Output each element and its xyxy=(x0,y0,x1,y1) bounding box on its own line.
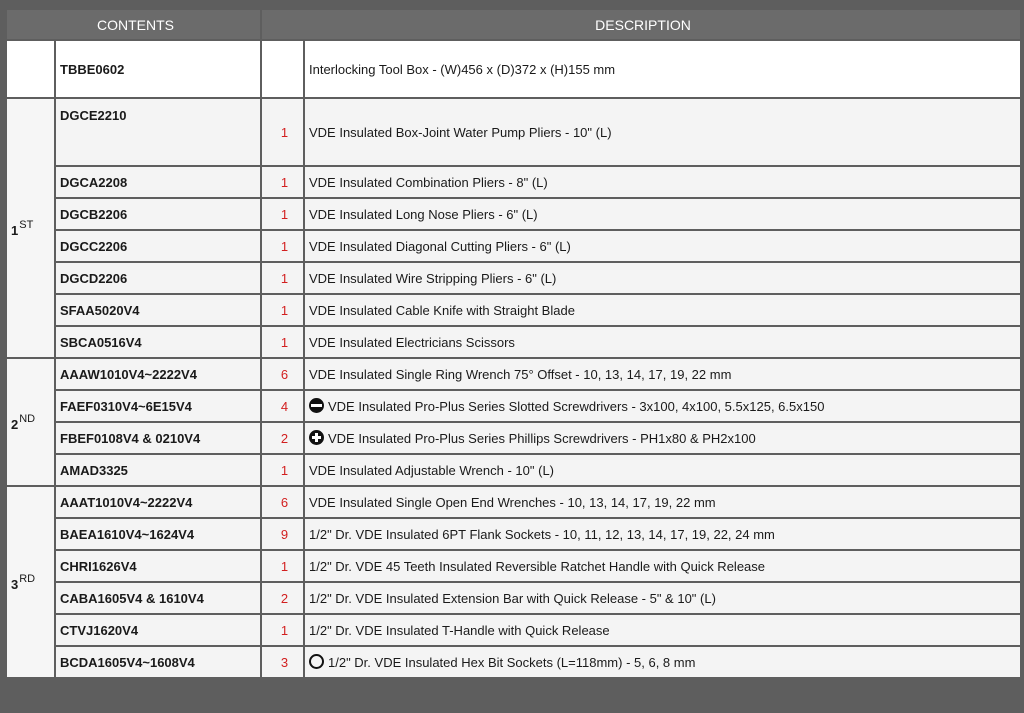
table-row xyxy=(7,423,1020,453)
quantity: 1 xyxy=(262,99,303,165)
hex-bit-icon xyxy=(309,654,324,669)
part-code: BAEA1610V4~1624V4 xyxy=(56,519,260,549)
item-description: 1/2" Dr. VDE Insulated 6PT Flank Sockets - 10, 11, 12, 13, 14, 17, 19, 22, 24 mm xyxy=(305,519,1020,549)
quantity: 1 xyxy=(262,327,303,357)
tier-label-2nd xyxy=(7,359,54,485)
part-code: AMAD3325 xyxy=(56,455,260,485)
quantity: 1 xyxy=(262,199,303,229)
tier-suffix: ND xyxy=(19,412,36,425)
table-row xyxy=(7,327,1020,357)
item-description: 1/2" Dr. VDE 45 Teeth Insulated Reversible Ratchet Handle with Quick Release xyxy=(305,551,1020,581)
item-description: VDE Insulated Combination Pliers - 8" (L) xyxy=(305,167,1020,197)
item-description: VDE Insulated Box-Joint Water Pump Pliers - 10" (L) xyxy=(305,99,1020,165)
part-code: DGCC2206 xyxy=(56,231,260,261)
item-description: Interlocking Tool Box - (W)456 x (D)372 x (H)155 mm xyxy=(305,41,1020,97)
tier-suffix: RD xyxy=(19,572,36,585)
table-row xyxy=(7,487,1020,517)
phillips-screwdriver-icon xyxy=(309,430,324,445)
quantity: 2 xyxy=(262,423,303,453)
tier-number: 2 xyxy=(11,416,19,432)
table-row xyxy=(7,41,1020,97)
table-row xyxy=(7,167,1020,197)
table-row xyxy=(7,295,1020,325)
part-code: TBBE0602 xyxy=(56,41,260,97)
item-description-cell xyxy=(305,647,1020,677)
part-code: FBEF0108V4 & 0210V4 xyxy=(56,423,260,453)
tier-label-3rd xyxy=(7,487,54,677)
quantity: 9 xyxy=(262,519,303,549)
table-row xyxy=(7,263,1020,293)
quantity: 6 xyxy=(262,487,303,517)
quantity: 1 xyxy=(262,295,303,325)
table-row xyxy=(7,583,1020,613)
slotted-screwdriver-icon xyxy=(309,398,324,413)
item-description: VDE Insulated Single Open End Wrenches - 10, 13, 14, 17, 19, 22 mm xyxy=(305,487,1020,517)
contents-header: CONTENTS xyxy=(7,10,260,39)
item-description-cell xyxy=(305,391,1020,421)
item-description: 1/2" Dr. VDE Insulated Hex Bit Sockets (L=118mm) - 5, 6, 8 mm xyxy=(328,655,696,670)
item-description: VDE Insulated Long Nose Pliers - 6" (L) xyxy=(305,199,1020,229)
quantity xyxy=(262,41,303,97)
table-row xyxy=(7,391,1020,421)
quantity: 1 xyxy=(262,551,303,581)
item-description: 1/2" Dr. VDE Insulated T-Handle with Quick Release xyxy=(305,615,1020,645)
part-code: CABA1605V4 & 1610V4 xyxy=(56,583,260,613)
table-row xyxy=(7,615,1020,645)
item-description: VDE Insulated Diagonal Cutting Pliers - 6" (L) xyxy=(305,231,1020,261)
table-row xyxy=(7,99,1020,165)
table-header-row xyxy=(7,10,1020,39)
item-description: VDE Insulated Adjustable Wrench - 10" (L) xyxy=(305,455,1020,485)
item-description: VDE Insulated Electricians Scissors xyxy=(305,327,1020,357)
item-description: 1/2" Dr. VDE Insulated Extension Bar with Quick Release - 5" & 10" (L) xyxy=(305,583,1020,613)
item-description: VDE Insulated Wire Stripping Pliers - 6" (L) xyxy=(305,263,1020,293)
quantity: 2 xyxy=(262,583,303,613)
item-description: VDE Insulated Cable Knife with Straight Blade xyxy=(305,295,1020,325)
tier-number: 3 xyxy=(11,576,19,592)
quantity: 1 xyxy=(262,167,303,197)
tier-empty-cell xyxy=(7,41,54,97)
tier-suffix: ST xyxy=(19,218,34,231)
part-code: BCDA1605V4~1608V4 xyxy=(56,647,260,677)
part-code: DGCB2206 xyxy=(56,199,260,229)
table-row xyxy=(7,647,1020,677)
contents-table xyxy=(5,8,1022,679)
item-description: VDE Insulated Single Ring Wrench 75° Offset - 10, 13, 14, 17, 19, 22 mm xyxy=(305,359,1020,389)
item-description: VDE Insulated Pro-Plus Series Phillips Screwdrivers - PH1x80 & PH2x100 xyxy=(328,431,756,446)
table-row xyxy=(7,519,1020,549)
table-row xyxy=(7,231,1020,261)
part-code: AAAT1010V4~2222V4 xyxy=(56,487,260,517)
item-description: VDE Insulated Pro-Plus Series Slotted Screwdrivers - 3x100, 4x100, 5.5x125, 6.5x150 xyxy=(328,399,825,414)
part-code: AAAW1010V4~2222V4 xyxy=(56,359,260,389)
tier-number: 1 xyxy=(11,222,19,238)
part-code: FAEF0310V4~6E15V4 xyxy=(56,391,260,421)
quantity: 4 xyxy=(262,391,303,421)
tier-label-1st xyxy=(7,99,54,357)
quantity: 1 xyxy=(262,455,303,485)
part-code: DGCA2208 xyxy=(56,167,260,197)
table-row xyxy=(7,199,1020,229)
part-code: SBCA0516V4 xyxy=(56,327,260,357)
quantity: 1 xyxy=(262,231,303,261)
part-code: DGCD2206 xyxy=(56,263,260,293)
table-row xyxy=(7,455,1020,485)
part-code: CTVJ1620V4 xyxy=(56,615,260,645)
table-row xyxy=(7,551,1020,581)
quantity: 3 xyxy=(262,647,303,677)
part-code: DGCE2210 xyxy=(56,99,260,165)
description-header: DESCRIPTION xyxy=(262,10,1020,39)
part-code: SFAA5020V4 xyxy=(56,295,260,325)
quantity: 1 xyxy=(262,263,303,293)
table-row xyxy=(7,359,1020,389)
quantity: 6 xyxy=(262,359,303,389)
item-description-cell xyxy=(305,423,1020,453)
part-code: CHRI1626V4 xyxy=(56,551,260,581)
quantity: 1 xyxy=(262,615,303,645)
